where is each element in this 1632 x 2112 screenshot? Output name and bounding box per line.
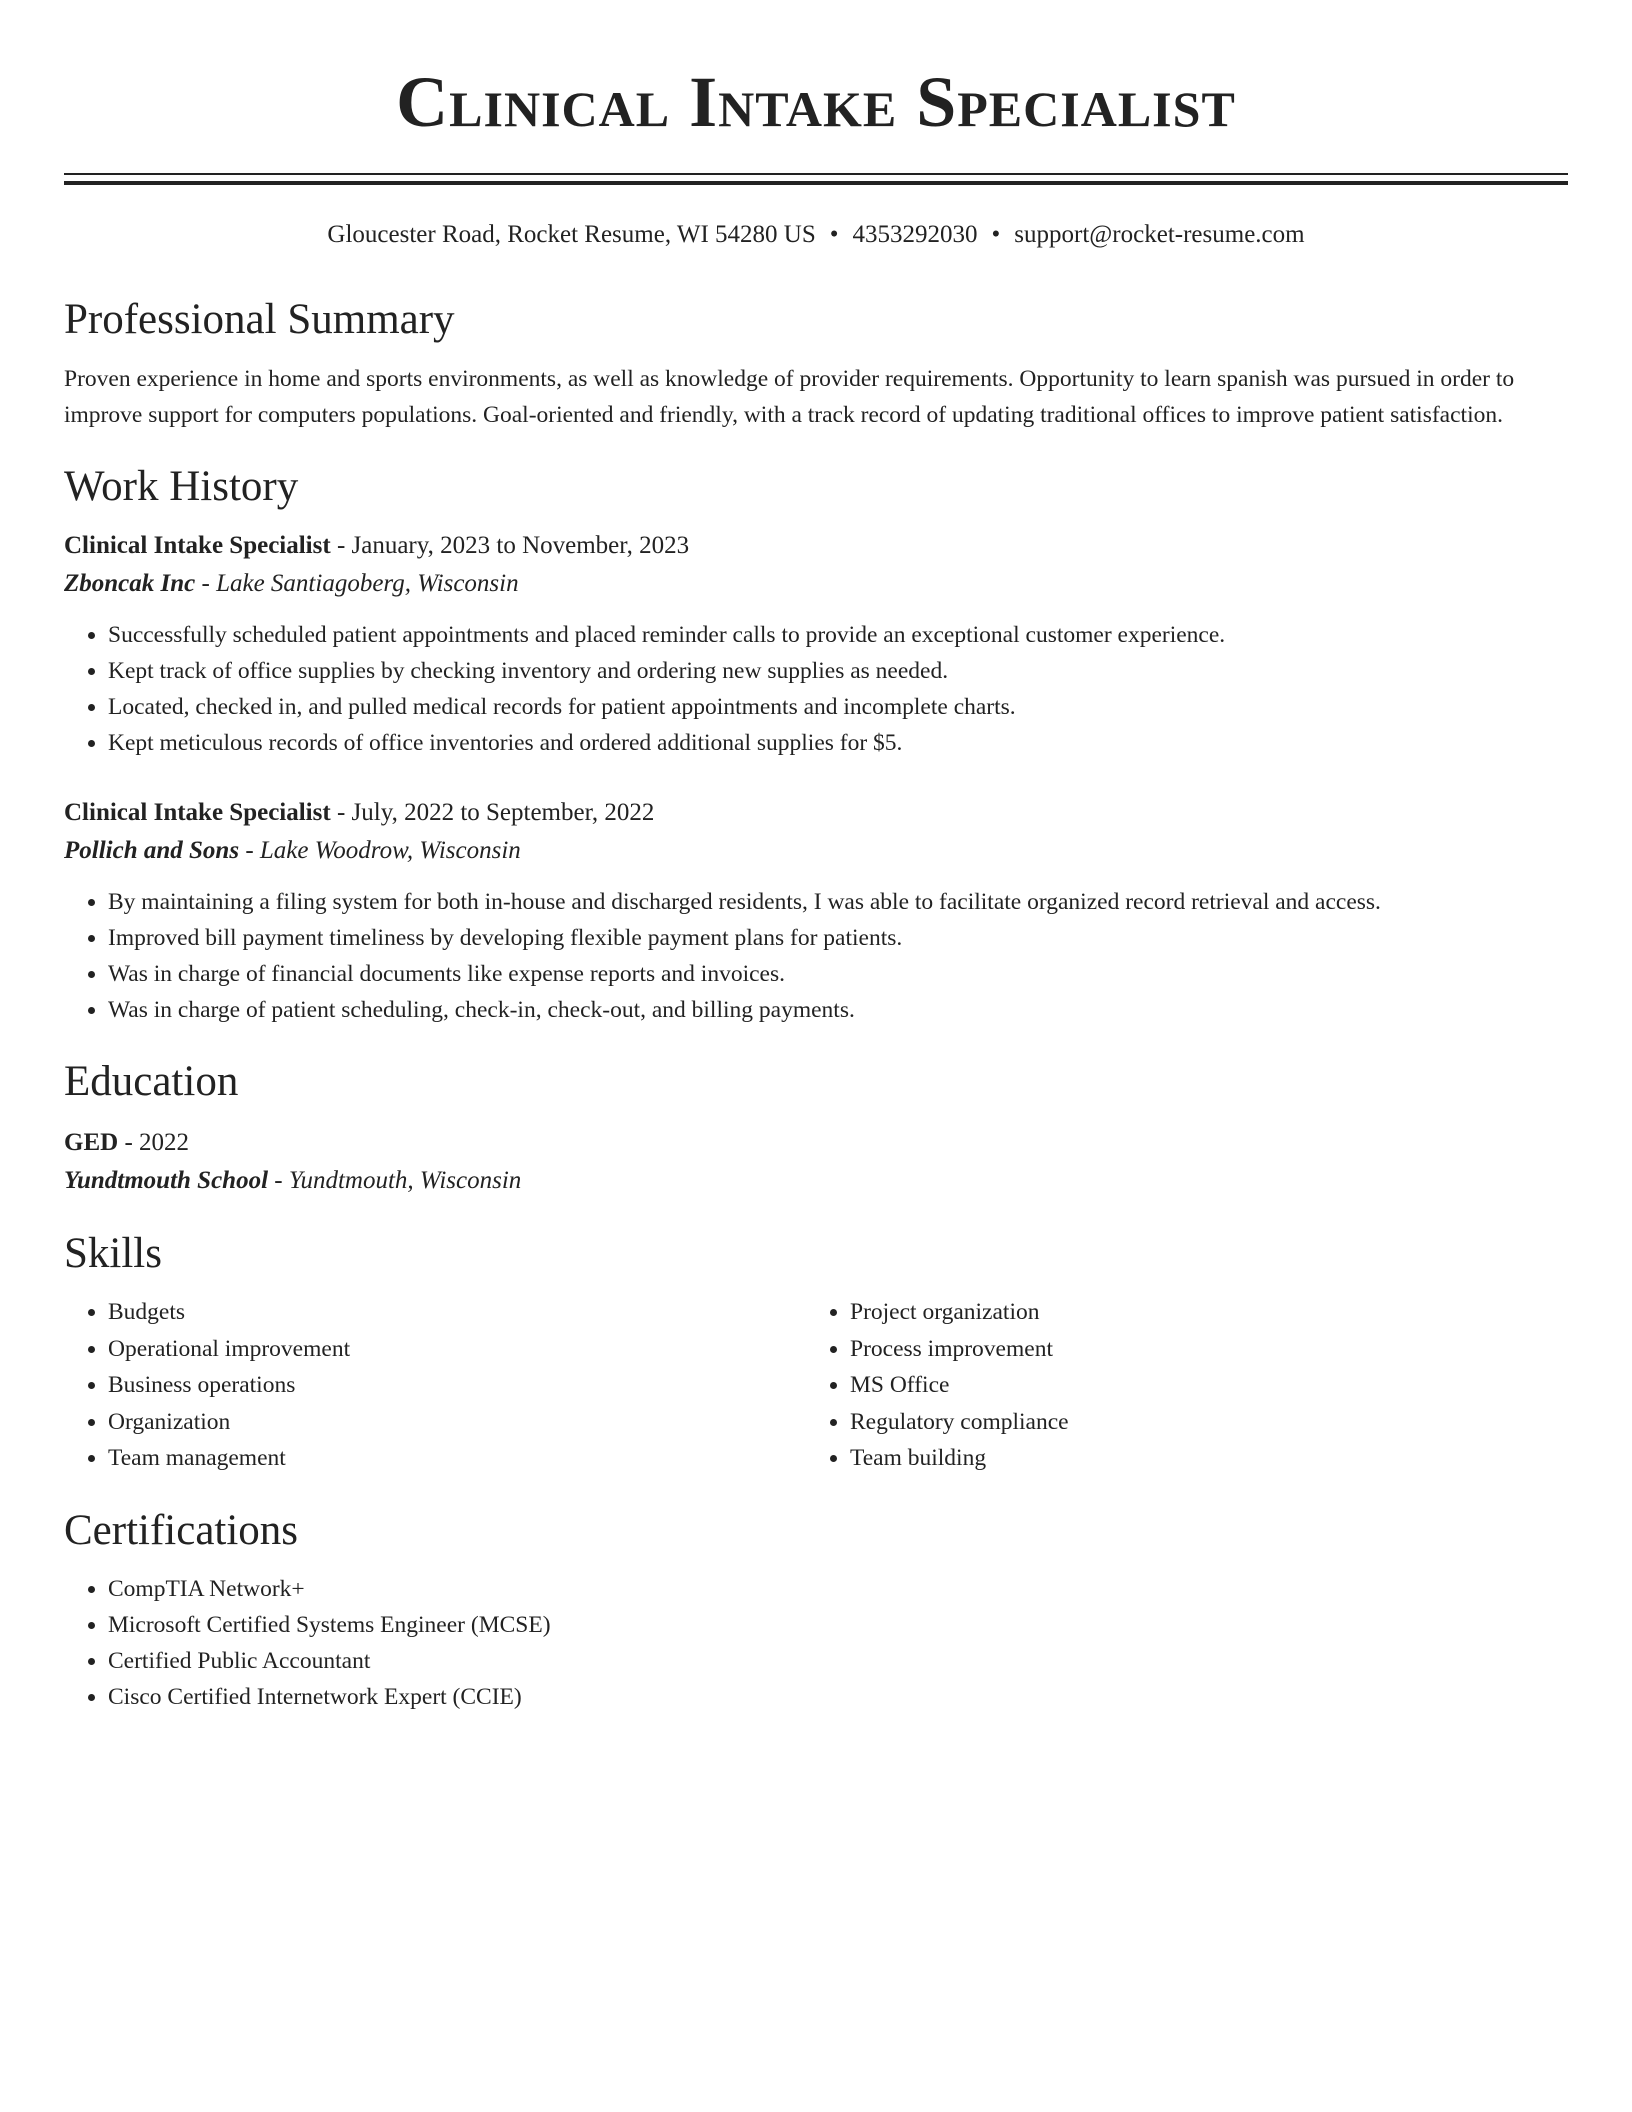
education-school: Yundtmouth School [64, 1167, 269, 1194]
education-degree-line [64, 1124, 1568, 1162]
skill-item: • Organization [108, 1404, 806, 1441]
job-entry [64, 527, 1568, 761]
certifications-list [64, 1571, 1568, 1715]
contact-separator: • [991, 221, 1001, 248]
job-bullet: • Was in charge of patient scheduling, check-in, check-out, and billing payments. [108, 992, 1568, 1028]
skill-item: • Team building [850, 1440, 1548, 1477]
skill-item: • Team management [108, 1440, 806, 1477]
job-role: Clinical Intake Specialist [64, 799, 331, 826]
skill-item: • Business operations [108, 1367, 806, 1404]
job-title-line [64, 527, 1568, 565]
job-company: Zboncak Inc [64, 570, 196, 597]
job-dates: - January, 2023 to November, 2023 [330, 532, 690, 559]
contact-separator: • [829, 221, 839, 248]
contact-email: support@rocket-resume.com [1014, 221, 1305, 248]
education-location: - Yundtmouth, Wisconsin [268, 1167, 522, 1194]
skill-item: • Budgets [108, 1294, 806, 1331]
job-bullet: • Successfully scheduled patient appointments and placed reminder calls to provide an exceptional customer experience. [108, 617, 1568, 653]
skills-column-right [806, 1294, 1548, 1477]
job-bullet: • Located, checked in, and pulled medical records for patient appointments and incomplete charts. [108, 689, 1568, 725]
certifications-heading: Certifications [64, 1506, 299, 1554]
skills-grid [64, 1294, 1568, 1477]
job-company-line [64, 565, 1568, 603]
skill-item: • MS Office [850, 1367, 1548, 1404]
job-entry [64, 794, 1568, 1028]
job-company-line [64, 832, 1568, 870]
header-divider-thin [64, 173, 1568, 175]
work-history-heading: Work History [64, 463, 299, 510]
contact-address: Gloucester Road, Rocket Resume, WI 54280 US [327, 221, 816, 248]
job-bullet: • Kept track of office supplies by checking inventory and ordering new supplies as needed. [108, 653, 1568, 689]
job-role: Clinical Intake Specialist [64, 532, 331, 559]
job-location: - Lake Woodrow, Wisconsin [239, 837, 521, 864]
summary-heading: Professional Summary [64, 296, 455, 343]
contact-phone: 4353292030 [852, 221, 978, 248]
job-bullets [64, 617, 1568, 761]
skill-item: • Process improvement [850, 1331, 1548, 1368]
skills-heading: Skills [64, 1230, 162, 1277]
education-heading: Education [64, 1058, 239, 1105]
job-title-line [64, 794, 1568, 832]
job-bullet: • Kept meticulous records of office inventories and ordered additional supplies for $5. [108, 725, 1568, 761]
skill-item: • Regulatory compliance [850, 1404, 1548, 1441]
job-bullets [64, 884, 1568, 1028]
education-year: - 2022 [118, 1129, 190, 1156]
header-divider-thick [64, 181, 1568, 185]
resume-name: Clinical Intake Specialist [396, 62, 1236, 142]
certification-item: • Certified Public Accountant [108, 1643, 1568, 1679]
contact-line [64, 218, 1568, 252]
job-bullet: • Was in charge of financial documents like expense reports and invoices. [108, 956, 1568, 992]
job-company: Pollich and Sons [64, 837, 240, 864]
education-entry [64, 1124, 1568, 1200]
job-dates: - July, 2022 to September, 2022 [330, 799, 655, 826]
certification-item: • CompTIA Network+ [108, 1571, 1568, 1607]
summary-text: Proven experience in home and sports environments, as well as knowledge of provider requirements. Opportunity to learn spanish was pursued in order to improve support for computers populations. Goal-oriented and friendly, with a track record of updating traditional offices to improve patient satisfaction. [64, 366, 1515, 428]
job-bullet: • Improved bill payment timeliness by developing flexible payment plans for patients. [108, 920, 1568, 956]
education-school-line [64, 1162, 1568, 1200]
education-degree: GED [64, 1129, 119, 1156]
skill-item: • Project organization [850, 1294, 1548, 1331]
skills-column-left [64, 1294, 806, 1477]
job-location: - Lake Santiagoberg, Wisconsin [195, 570, 519, 597]
skill-item: • Operational improvement [108, 1331, 806, 1368]
certification-item: • Microsoft Certified Systems Engineer (MCSE) [108, 1607, 1568, 1643]
certification-item: • Cisco Certified Internetwork Expert (CCIE) [108, 1679, 1568, 1715]
job-bullet: • By maintaining a filing system for both in-house and discharged residents, I was able to facilitate organized record retrieval and access. [108, 884, 1568, 920]
